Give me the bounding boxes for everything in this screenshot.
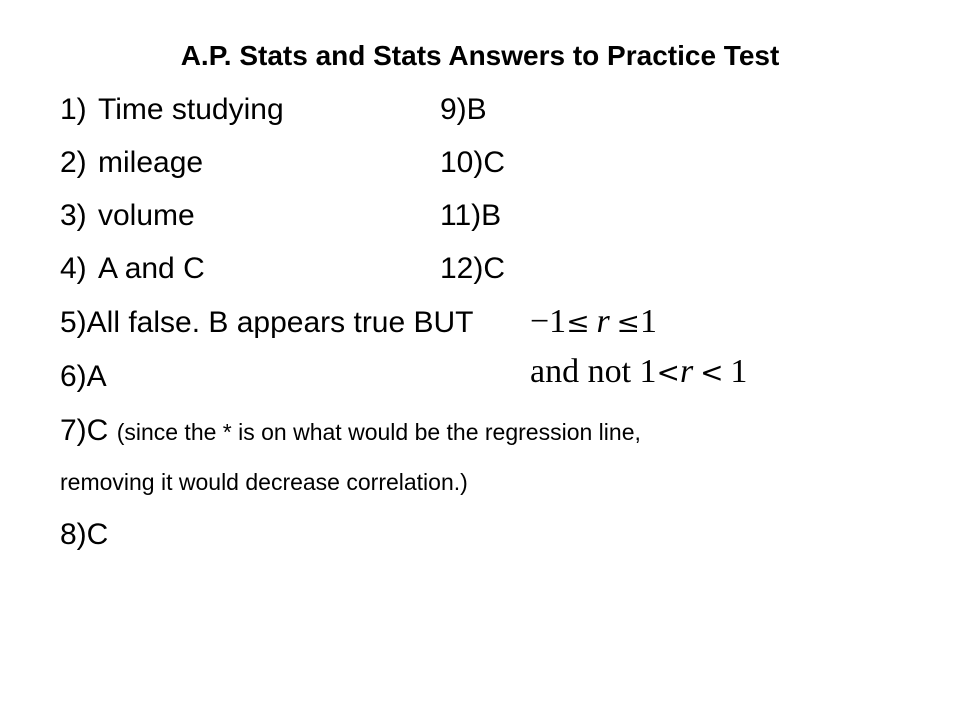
answer-11: 11)B bbox=[440, 199, 502, 232]
answer-text: volume bbox=[98, 199, 195, 232]
answer-4 bbox=[60, 249, 205, 289]
answer-7-main: 7)C bbox=[60, 414, 109, 447]
answer-2 bbox=[60, 143, 203, 183]
answer-7-continuation: removing it would decrease correlation.) bbox=[60, 469, 468, 495]
answer-number: 2) bbox=[60, 146, 87, 179]
answer-7-note: (since the * is on what would be the regression line, bbox=[116, 419, 641, 445]
incorrect-range-formula bbox=[530, 352, 747, 393]
formula-var: r bbox=[680, 353, 694, 390]
formula-op: ≤ bbox=[616, 306, 640, 339]
answer-number: 1) bbox=[60, 93, 87, 126]
answer-10: 10)C bbox=[440, 146, 506, 179]
correlation-range-formula bbox=[530, 302, 657, 343]
answer-text: Time studying bbox=[98, 93, 284, 126]
answer-number: 4) bbox=[60, 252, 87, 285]
answer-1 bbox=[60, 90, 284, 130]
answer-8: 8)C bbox=[60, 518, 109, 551]
answer-12: 12)C bbox=[440, 252, 506, 285]
formula-op: ≤ bbox=[566, 306, 590, 339]
formula-op: < bbox=[700, 356, 724, 389]
answer-3 bbox=[60, 196, 195, 236]
answer-number: 3) bbox=[60, 199, 87, 232]
answer-5: 5)All false. B appears true BUT bbox=[60, 306, 474, 339]
answer-text: A and C bbox=[98, 252, 205, 285]
answer-6: 6)A bbox=[60, 360, 107, 393]
formula-lower: −1 bbox=[530, 303, 567, 340]
answer-text: mileage bbox=[98, 146, 204, 179]
page-title: A.P. Stats and Stats Answers to Practice Test bbox=[180, 40, 780, 71]
formula-prefix: and not bbox=[530, 353, 640, 390]
formula-op: < bbox=[656, 356, 681, 389]
formula-var: r bbox=[596, 303, 610, 340]
answer-7 bbox=[60, 411, 641, 452]
formula-upper: 1 bbox=[730, 353, 748, 390]
formula-upper: 1 bbox=[639, 303, 657, 340]
formula-lower: 1 bbox=[639, 353, 657, 390]
answer-9: 9)B bbox=[440, 93, 487, 126]
